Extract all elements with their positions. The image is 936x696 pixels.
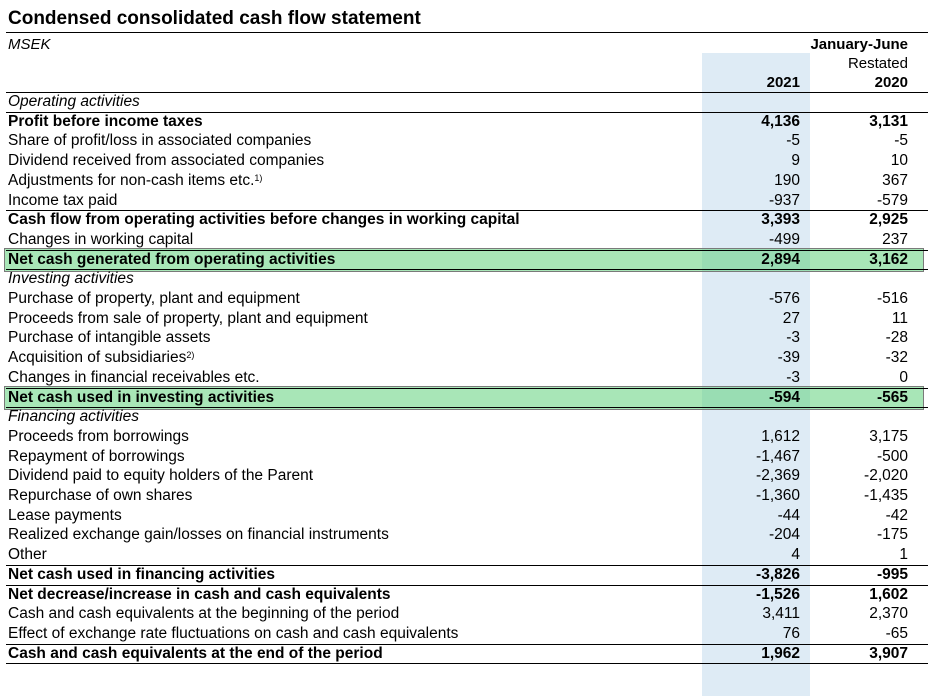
year-2021-header: 2021 <box>766 74 800 91</box>
value-2021: 1,962 <box>761 644 800 662</box>
row-label-text: Cash and cash equivalents at the end of the period <box>8 644 383 662</box>
row-label-text: Adjustments for non-cash items etc. <box>8 171 255 189</box>
table-row <box>0 407 936 427</box>
value-2021: -594 <box>768 388 800 406</box>
value-2021: 4,136 <box>761 112 800 130</box>
row-label <box>8 112 203 131</box>
value-2020: 367 <box>882 171 908 189</box>
row-label-text: Net cash used in financing activities <box>8 565 276 583</box>
row-label <box>8 585 391 604</box>
value-2020: 1 <box>899 546 908 564</box>
value-2020: 3,907 <box>869 644 908 662</box>
row-label <box>8 171 262 190</box>
row-label-text: Net decrease/increase in cash and cash equivalents <box>8 585 391 603</box>
row-label-text: Acquisition of subsidiaries <box>8 349 187 367</box>
value-2020: 1,602 <box>869 585 908 603</box>
table-row <box>0 309 936 329</box>
year-2020-header: 2020 <box>874 74 908 91</box>
value-2020: -28 <box>885 329 908 347</box>
row-label <box>8 191 117 210</box>
table-row <box>0 92 936 112</box>
row-label-text: Repayment of borrowings <box>8 447 185 465</box>
table-row <box>0 348 936 368</box>
row-label <box>8 368 260 387</box>
value-2020: 3,131 <box>869 112 908 130</box>
table-row <box>0 545 936 565</box>
table-row <box>0 131 936 151</box>
period-header: January-June <box>810 36 908 53</box>
value-2021: 2,894 <box>761 250 800 268</box>
value-2021: -3 <box>786 368 800 386</box>
table-row <box>0 289 936 309</box>
row-label <box>8 644 383 663</box>
value-2021: 3,393 <box>761 211 800 229</box>
row-label <box>8 466 313 485</box>
row-label-text: Dividend paid to equity holders of the Parent <box>8 467 314 485</box>
row-label <box>8 250 335 269</box>
value-2021: 3,411 <box>762 605 800 623</box>
value-2021: 76 <box>782 624 800 642</box>
value-2020: 2,925 <box>869 211 908 229</box>
value-2020: 11 <box>891 309 908 327</box>
value-2021: 4 <box>791 546 800 564</box>
value-2021: -576 <box>768 290 800 307</box>
value-2020: 10 <box>890 152 908 170</box>
value-2020: -516 <box>876 290 908 307</box>
table-row <box>0 565 936 585</box>
statement-title: Condensed consolidated cash flow statement <box>8 8 421 29</box>
row-label <box>8 407 139 426</box>
value-2021: -39 <box>777 349 800 367</box>
table-row <box>0 210 936 230</box>
row-label-text: Other <box>8 546 47 564</box>
value-2020: -175 <box>876 526 908 544</box>
table-row <box>0 604 936 624</box>
row-label-text: Cash and cash equivalents at the beginning of the period <box>8 605 400 623</box>
row-label-text: Purchase of property, plant and equipment <box>8 290 300 307</box>
row-label-text: Net cash used in investing activities <box>8 388 275 406</box>
value-2020: -1,435 <box>864 487 908 504</box>
table-row <box>0 427 936 447</box>
value-2021: -3 <box>786 329 800 347</box>
table-row <box>0 644 936 664</box>
value-2020: 2,370 <box>869 605 908 623</box>
table-row <box>0 585 936 605</box>
row-label <box>8 545 47 564</box>
row-label <box>8 565 275 584</box>
row-label <box>8 506 122 525</box>
value-2020: 3,175 <box>869 427 908 445</box>
value-2020: -65 <box>885 624 908 642</box>
row-label-text: Lease payments <box>8 506 122 524</box>
value-2021: -204 <box>768 526 800 544</box>
row-label-text: Dividend received from associated companies <box>8 152 325 170</box>
value-2020: -579 <box>876 191 908 209</box>
row-label <box>8 525 389 544</box>
value-2021: -3,826 <box>756 565 800 583</box>
row-label-text: Repurchase of own shares <box>8 487 193 504</box>
unit-label: MSEK <box>8 36 51 53</box>
value-2021: 27 <box>782 309 800 327</box>
value-2021: 1,612 <box>761 427 800 445</box>
row-label <box>8 388 274 407</box>
table-row <box>0 466 936 486</box>
row-label-text: Realized exchange gain/losses on financial instruments <box>8 526 389 544</box>
value-2020: 0 <box>899 368 908 386</box>
row-label <box>8 309 368 328</box>
row-label-text: Net cash generated from operating activities <box>8 250 336 268</box>
footnote-marker: 1) <box>254 172 263 183</box>
row-label-text: Proceeds from sale of property, plant and equipment <box>8 309 368 327</box>
row-label <box>8 210 520 229</box>
table-row <box>0 151 936 171</box>
row-label <box>8 230 193 249</box>
value-2021: 9 <box>791 152 800 170</box>
row-label-text: Purchase of intangible assets <box>8 329 211 347</box>
row-label <box>8 269 134 288</box>
row-label <box>8 151 324 170</box>
table-row <box>0 388 936 408</box>
value-2020: 3,162 <box>869 250 908 268</box>
row-label <box>8 92 140 111</box>
row-label <box>8 624 458 643</box>
value-2021: 190 <box>774 171 800 189</box>
table-row <box>0 624 936 644</box>
value-2020: -500 <box>876 447 908 465</box>
value-2020: -5 <box>894 132 908 150</box>
row-label-text: Income tax paid <box>8 191 118 209</box>
row-label-text: Profit before income taxes <box>8 112 203 130</box>
row-label-text: Share of profit/loss in associated companies <box>8 132 312 150</box>
row-label-text: Changes in working capital <box>8 230 194 248</box>
value-2021: -1,467 <box>756 447 800 465</box>
value-2020: -32 <box>885 349 908 367</box>
table-row <box>0 171 936 191</box>
value-2021: -2,369 <box>756 467 800 485</box>
row-label <box>8 604 399 623</box>
row-label-text: Effect of exchange rate fluctuations on cash and cash equivalents <box>8 624 459 642</box>
value-2020: -565 <box>876 388 908 406</box>
row-label-text: Financing activities <box>8 408 139 426</box>
table-row <box>0 525 936 545</box>
row-label-text: Proceeds from borrowings <box>8 427 189 445</box>
table-row <box>0 269 936 289</box>
value-2021: -1,526 <box>756 585 800 603</box>
value-2020: -2,020 <box>864 467 908 485</box>
table-row <box>0 506 936 526</box>
restated-header: Restated <box>847 55 908 72</box>
row-label-text: Changes in financial receivables etc. <box>8 368 260 386</box>
table-row <box>0 112 936 132</box>
value-2021: -44 <box>777 506 800 524</box>
row-label <box>8 131 311 150</box>
table-row <box>0 486 936 506</box>
table-row <box>0 328 936 348</box>
row-label-text: Cash flow from operating activities before changes in working capital <box>8 211 520 229</box>
table-row <box>0 191 936 211</box>
row-label-text: Investing activities <box>8 270 134 288</box>
table-row <box>0 447 936 467</box>
value-2021: -499 <box>768 230 800 248</box>
row-label-text: Operating activities <box>8 93 140 110</box>
row-label <box>8 427 189 446</box>
row-label <box>8 486 192 505</box>
row-label <box>8 348 194 367</box>
value-2020: 237 <box>882 230 908 248</box>
value-2021: -5 <box>786 132 800 150</box>
footnote-marker: 2) <box>186 350 195 361</box>
table-row <box>0 250 936 270</box>
row-label <box>8 447 185 466</box>
row-label <box>8 289 300 308</box>
value-2020: -42 <box>885 506 908 524</box>
bottom-rule <box>6 663 928 664</box>
row-label <box>8 328 210 347</box>
title-rule <box>6 32 928 33</box>
value-2021: -1,360 <box>756 487 800 504</box>
value-2021: -937 <box>768 191 800 209</box>
value-2020: -995 <box>876 565 908 583</box>
